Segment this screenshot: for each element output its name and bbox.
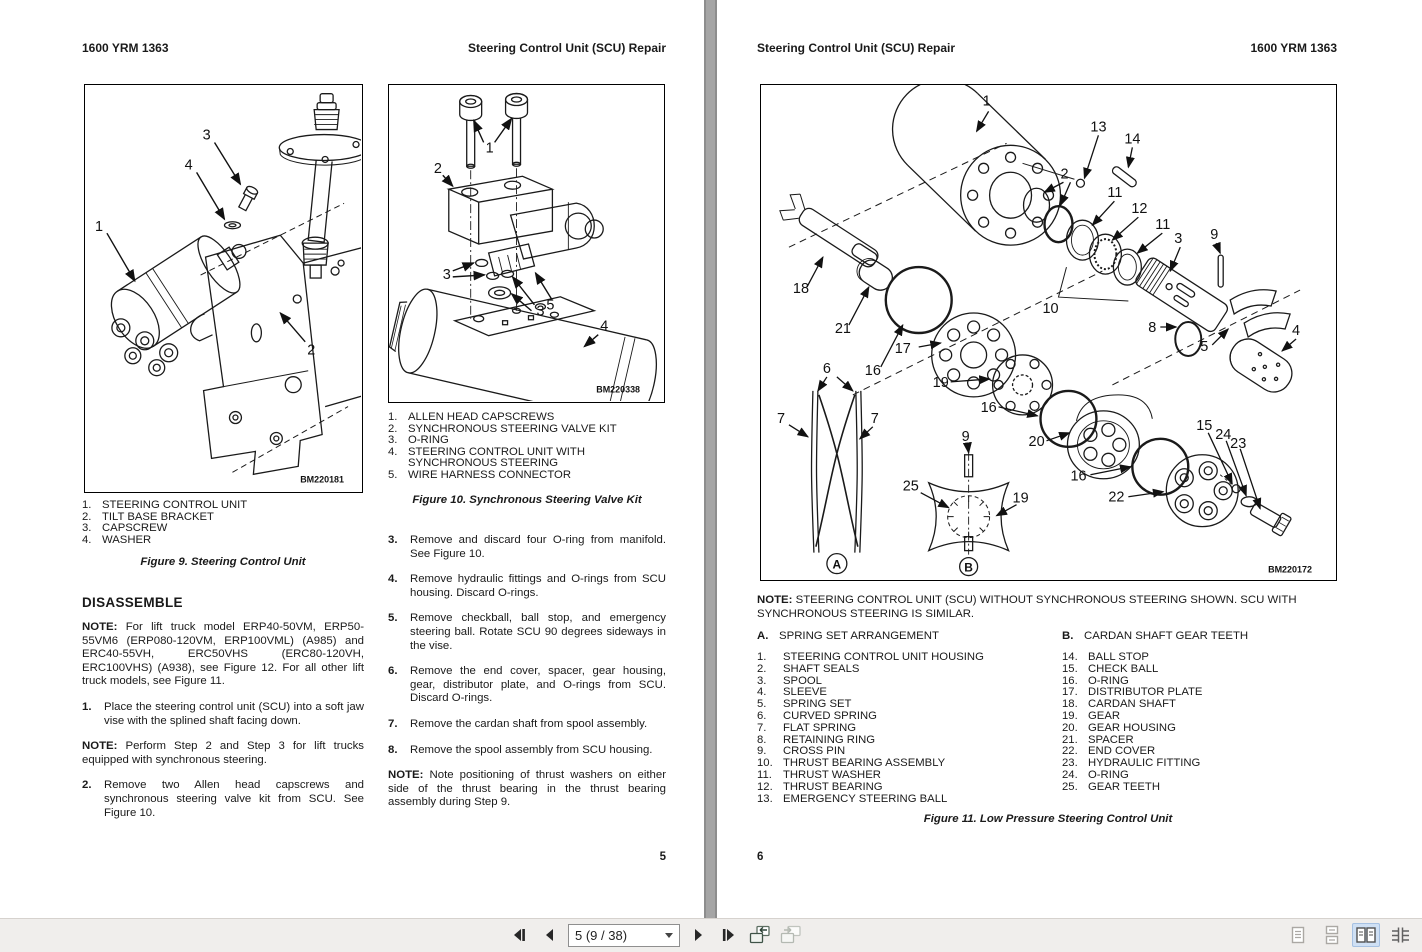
figure10-image-code: BM220338 bbox=[596, 384, 641, 395]
figure10-box bbox=[388, 84, 665, 403]
figure11-legend-col2 bbox=[1062, 652, 1339, 794]
callout: 6 bbox=[822, 360, 831, 377]
right-page bbox=[717, 0, 1422, 918]
continuous-view-button[interactable] bbox=[1318, 923, 1346, 947]
callout: 25 bbox=[902, 478, 919, 495]
step-item: 1. Place the steering control unit (SCU) into a soft jaw vise with the splined shaft facing down. bbox=[82, 700, 364, 727]
facing-pages-view-button[interactable] bbox=[1352, 923, 1380, 947]
legend-item: 6. CURVED SPRING bbox=[757, 709, 877, 722]
callout: 16 bbox=[864, 362, 881, 379]
legend-item: 4. SLEEVE bbox=[757, 686, 827, 699]
left-page bbox=[0, 0, 705, 918]
inset-b-label: B bbox=[964, 560, 973, 575]
callout: 3 bbox=[1174, 231, 1183, 248]
continuous-facing-view-icon bbox=[1389, 925, 1411, 945]
figure11-box bbox=[760, 84, 1337, 581]
callout: 3 bbox=[442, 266, 451, 283]
callout: 3 bbox=[536, 303, 545, 320]
previous-view-button[interactable] bbox=[747, 922, 773, 948]
legend-item: 5. SPRING SET bbox=[757, 698, 852, 711]
callout: 9 bbox=[1210, 227, 1219, 244]
figure10-legend bbox=[388, 412, 666, 482]
legend-item: 12. THRUST BEARING bbox=[757, 780, 883, 793]
note-paragraph: NOTE: For lift truck model ERP40-50VM, ERP50-55VM6 (ERP080-120VM, ERP100VML) (A985) and ERC40-55VH, ERC50VHS (ERC80-120VH, ERC100VHS) (A938), see Figure 12. For all other lift truck models, see Figure 11. bbox=[82, 621, 364, 688]
callout: 22 bbox=[1108, 489, 1125, 506]
next-page-icon bbox=[690, 927, 706, 943]
legend-item: 4. WASHER bbox=[82, 533, 152, 546]
next-view-button[interactable] bbox=[778, 922, 804, 948]
previous-view-icon bbox=[748, 925, 772, 945]
callout: 11 bbox=[1155, 217, 1171, 234]
previous-page-button[interactable] bbox=[537, 922, 563, 948]
step-item: 4. Remove hydraulic fittings and O-rings from SCU housing. Discard O-rings. bbox=[388, 573, 666, 599]
callout: 15 bbox=[1196, 417, 1213, 434]
callout: 9 bbox=[961, 428, 970, 445]
figure9-box bbox=[84, 84, 363, 493]
figure9-drawing bbox=[85, 85, 361, 491]
callout: 18 bbox=[792, 281, 810, 298]
single-page-view-icon bbox=[1287, 925, 1309, 945]
previous-page-icon bbox=[542, 927, 558, 943]
continuous-facing-view-button[interactable] bbox=[1386, 923, 1414, 947]
note-paragraph: NOTE: Perform Step 2 and Step 3 for lift trucks equipped with synchronous steering. bbox=[82, 740, 364, 766]
chevron-down-icon bbox=[665, 933, 673, 938]
note-label: NOTE: bbox=[82, 621, 118, 633]
legend-item: 20. GEAR HOUSING bbox=[1062, 721, 1176, 734]
legend-item: 1. STEERING CONTROL UNIT HOUSING bbox=[757, 651, 984, 663]
disassemble-steps bbox=[388, 534, 666, 757]
step-item: 3. Remove and discard four O-ring from manifold. See Figure 10. bbox=[388, 534, 666, 560]
step-item: 7. Remove the cardan shaft from spool assembly. bbox=[388, 717, 648, 730]
legend-item: 9. CROSS PIN bbox=[757, 745, 846, 758]
figure11-caption: Figure 11. Low Pressure Steering Control Unit bbox=[923, 813, 1173, 825]
left-page-header-right: Steering Control Unit (SCU) Repair bbox=[467, 41, 666, 55]
callout: 2 bbox=[1060, 166, 1069, 183]
page-gap bbox=[704, 0, 717, 918]
figure9-caption: Figure 9. Steering Control Unit bbox=[140, 556, 306, 568]
legend-item: 1. ALLEN HEAD CAPSCREWS bbox=[388, 411, 555, 423]
facing-pages-view-icon bbox=[1355, 925, 1377, 945]
callout: 23 bbox=[1230, 435, 1247, 452]
figure11-legend-col1 bbox=[757, 652, 1057, 805]
figure11-note: NOTE: STEERING CONTROL UNIT (SCU) WITHOUT SYNCHRONOUS STEERING SHOWN. SCU WITH SYNCHRONOUS STEERING IS SIMILAR. bbox=[757, 594, 1297, 620]
legend-item: 3. O-RING bbox=[388, 434, 449, 447]
note-label: NOTE: bbox=[388, 769, 424, 782]
callout: 11 bbox=[1107, 185, 1123, 202]
figure10-drawing bbox=[389, 85, 663, 401]
legend-item: 3. SPOOL bbox=[757, 674, 822, 687]
figure9-legend bbox=[82, 500, 364, 546]
callout: 16 bbox=[1070, 468, 1087, 485]
callout: 4 bbox=[600, 318, 609, 335]
callout: 21 bbox=[834, 320, 851, 337]
callout: 1 bbox=[485, 140, 494, 157]
callout: 4 bbox=[184, 157, 193, 174]
legend-item: 24. O-RING bbox=[1062, 768, 1129, 781]
legend-item: 8. RETAINING RING bbox=[757, 733, 876, 746]
legend-item: 13. EMERGENCY STEERING BALL bbox=[757, 792, 948, 805]
callout: 1 bbox=[982, 93, 991, 110]
legend-item: 3. CAPSCREW bbox=[82, 522, 168, 535]
step-item: 6. Remove the end cover, spacer, gear housing, gear, distributor plate, and O-rings from SCU. Discard O-rings. bbox=[388, 665, 666, 705]
next-view-icon bbox=[779, 925, 803, 945]
callout: 19 bbox=[932, 374, 949, 391]
legend-item: 14. BALL STOP bbox=[1062, 651, 1149, 663]
legend-item: 16. O-RING bbox=[1062, 674, 1129, 687]
legend-item: 4. STEERING CONTROL UNIT WITH SYNCHRONOUS STEERING bbox=[388, 445, 585, 470]
note-label: NOTE: bbox=[82, 740, 118, 753]
callout: 5 bbox=[1200, 338, 1209, 355]
legend-item: 23. HYDRAULIC FITTING bbox=[1062, 757, 1201, 770]
callout: 20 bbox=[1028, 433, 1045, 450]
callout: 7 bbox=[776, 410, 786, 427]
step-item: 8. Remove the spool assembly from SCU housing. bbox=[388, 743, 653, 756]
legend-item: 17. DISTRIBUTOR PLATE bbox=[1062, 686, 1203, 699]
page-navigation bbox=[506, 922, 804, 948]
single-page-view-button[interactable] bbox=[1284, 923, 1312, 947]
legend-item: 5. WIRE HARNESS CONNECTOR bbox=[388, 468, 571, 481]
last-page-icon bbox=[721, 927, 737, 943]
callout: 17 bbox=[894, 340, 911, 357]
last-page-button[interactable] bbox=[716, 922, 742, 948]
left-page-number: 5 bbox=[659, 851, 666, 863]
step-item: 5. Remove checkball, ball stop, and emergency steering ball. Rotate SCU 90 degrees sideways in the vise. bbox=[388, 612, 666, 652]
legend-item: 10. THRUST BEARING ASSEMBLY bbox=[757, 757, 946, 770]
legend-item: 18. CARDAN SHAFT bbox=[1062, 698, 1176, 711]
callout: 5 bbox=[546, 297, 555, 314]
callout: 3 bbox=[202, 127, 211, 144]
right-page-number: 6 bbox=[757, 851, 764, 863]
callout: 19 bbox=[1012, 490, 1029, 507]
letter-item-b: B. CARDAN SHAFT GEAR TEETH bbox=[1062, 630, 1249, 642]
note-paragraph: NOTE: Note positioning of thrust washers on either side of the thrust bearing in the thrust bearing assembly during Step 9. bbox=[388, 769, 667, 809]
legend-item: 19. GEAR bbox=[1062, 709, 1121, 722]
inset-a-label: A bbox=[832, 557, 842, 572]
legend-item: 11. THRUST WASHER bbox=[757, 768, 881, 781]
callout: 7 bbox=[870, 410, 879, 427]
callout: 1 bbox=[94, 219, 103, 236]
note-label: NOTE: bbox=[757, 594, 793, 606]
legend-item: 25. GEAR TEETH bbox=[1062, 780, 1160, 793]
callout: 13 bbox=[1090, 119, 1107, 136]
figure11-drawing bbox=[761, 85, 1335, 579]
callout: 4 bbox=[1292, 322, 1301, 339]
callout: 12 bbox=[1131, 201, 1148, 218]
callout: 24 bbox=[1215, 426, 1232, 443]
callout: 14 bbox=[1124, 131, 1141, 148]
legend-item: 21. SPACER bbox=[1062, 733, 1134, 746]
viewer-toolbar bbox=[0, 918, 1422, 952]
first-page-icon bbox=[511, 927, 527, 943]
legend-item: 15. CHECK BALL bbox=[1062, 662, 1159, 675]
step-item: 2. Remove two Allen head capscrews and synchronous steering valve kit from SCU. See Figure 10. bbox=[82, 779, 364, 819]
legend-item: 1. STEERING CONTROL UNIT bbox=[82, 499, 248, 511]
callout: 16 bbox=[980, 399, 997, 416]
right-page-header-right: 1600 YRM 1363 bbox=[1250, 41, 1337, 55]
letter-item-a: A. SPRING SET ARRANGEMENT bbox=[757, 630, 939, 642]
legend-item: 2. SHAFT SEALS bbox=[757, 662, 860, 675]
page-select-value: 5 (9 / 38) bbox=[575, 927, 628, 943]
callout: 8 bbox=[1148, 320, 1157, 336]
callout: 2 bbox=[307, 342, 316, 359]
figure9-image-code: BM220181 bbox=[300, 474, 345, 485]
callout: 2 bbox=[433, 161, 442, 178]
next-page-button[interactable] bbox=[685, 922, 711, 948]
legend-item: 22. END COVER bbox=[1062, 745, 1156, 758]
right-page-header-left: Steering Control Unit (SCU) Repair bbox=[757, 41, 956, 55]
figure10-caption: Figure 10. Synchronous Steering Valve Kit bbox=[412, 494, 642, 506]
first-page-button[interactable] bbox=[506, 922, 532, 948]
legend-item: 2. TILT BASE BRACKET bbox=[82, 510, 214, 523]
callout: 10 bbox=[1042, 301, 1059, 318]
page-select[interactable] bbox=[568, 924, 680, 947]
figure11-image-code: BM220172 bbox=[1268, 564, 1313, 575]
legend-item: 7. FLAT SPRING bbox=[757, 721, 857, 734]
left-page-header-left: 1600 YRM 1363 bbox=[82, 41, 169, 55]
page-layout-controls bbox=[1284, 923, 1414, 947]
section-title: DISASSEMBLE bbox=[82, 595, 183, 610]
legend-item: 2. SYNCHRONOUS STEERING VALVE KIT bbox=[388, 422, 617, 435]
continuous-view-icon bbox=[1321, 925, 1343, 945]
